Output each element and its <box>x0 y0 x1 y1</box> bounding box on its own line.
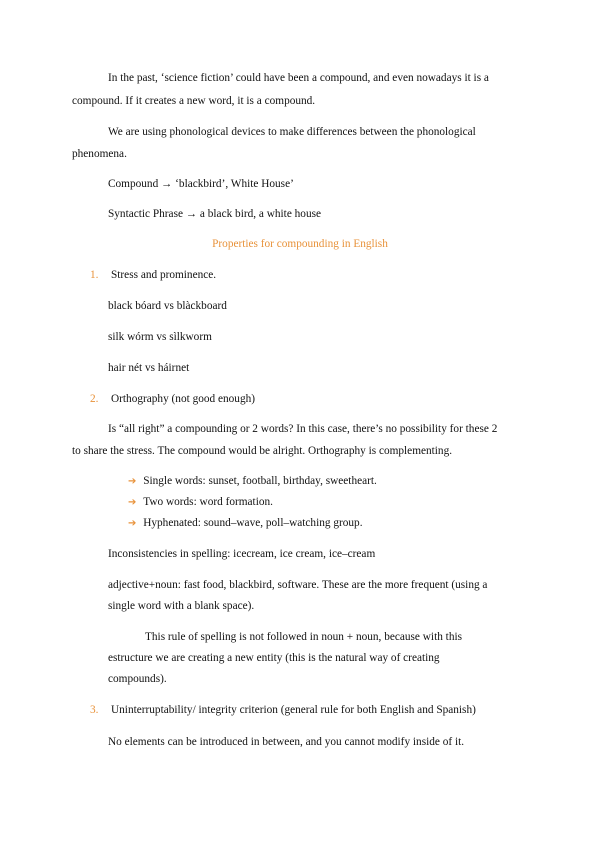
paragraph-line: to share the stress. The compound would be alright. Orthography is complementing. <box>72 445 453 457</box>
bullet-text: Single words: sunset, football, birthday, sweetheart. <box>143 475 377 487</box>
paragraph-line: compound. If it creates a new word, it is a compound. <box>72 95 316 107</box>
right-arrow-icon: ➔ <box>128 476 137 487</box>
bullet-item <box>128 518 363 529</box>
syntactic-phrase-example: Syntactic Phrase → a black bird, a white house <box>108 208 322 220</box>
list-number: 1. <box>90 269 99 281</box>
bullet-item <box>128 476 377 487</box>
stress-example: hair nét vs háirnet <box>108 362 190 374</box>
list-item-title: Stress and prominence. <box>111 269 217 281</box>
paragraph-line: We are using phonological devices to make differences between the phonological <box>108 126 476 138</box>
section-heading: Properties for compounding in English <box>212 238 388 250</box>
stress-example: black bóard vs blàckboard <box>108 300 227 312</box>
paragraph-line: adjective+noun: fast food, blackbird, software. These are the more frequent (using a <box>108 579 488 591</box>
paragraph-line: single word with a blank space). <box>108 600 255 612</box>
paragraph-line: estructure we are creating a new entity (this is the natural way of creating <box>108 652 440 664</box>
paragraph-line: Is “all right” a compounding or 2 words? In this case, there’s no possibility for these 2 <box>108 423 498 435</box>
paragraph-line: This rule of spelling is not followed in noun + noun, because with this <box>145 631 462 643</box>
compound-example: Compound → ‘blackbird’, White House’ <box>108 178 294 190</box>
list-number: 2. <box>90 393 99 405</box>
list-item-title: Orthography (not good enough) <box>111 393 256 405</box>
paragraph-line: No elements can be introduced in between, and you cannot modify inside of it. <box>108 736 465 748</box>
paragraph-line: phenomena. <box>72 148 127 160</box>
right-arrow-icon: ➔ <box>128 497 137 508</box>
paragraph-line: Inconsistencies in spelling: icecream, ice cream, ice–cream <box>108 548 376 560</box>
paragraph-line: compounds). <box>108 673 167 685</box>
bullet-text: Hyphenated: sound–wave, poll–watching group. <box>143 517 363 529</box>
stress-example: silk wórm vs sìlkworm <box>108 331 212 343</box>
paragraph-line: In the past, ‘science fiction’ could have been a compound, and even nowadays it is a <box>108 72 489 84</box>
bullet-item <box>128 497 273 508</box>
bullet-text: Two words: word formation. <box>143 496 273 508</box>
right-arrow-icon: ➔ <box>128 518 137 529</box>
list-number: 3. <box>90 704 99 716</box>
list-item-title: Uninterruptability/ integrity criterion (general rule for both English and Spanish) <box>111 704 476 716</box>
